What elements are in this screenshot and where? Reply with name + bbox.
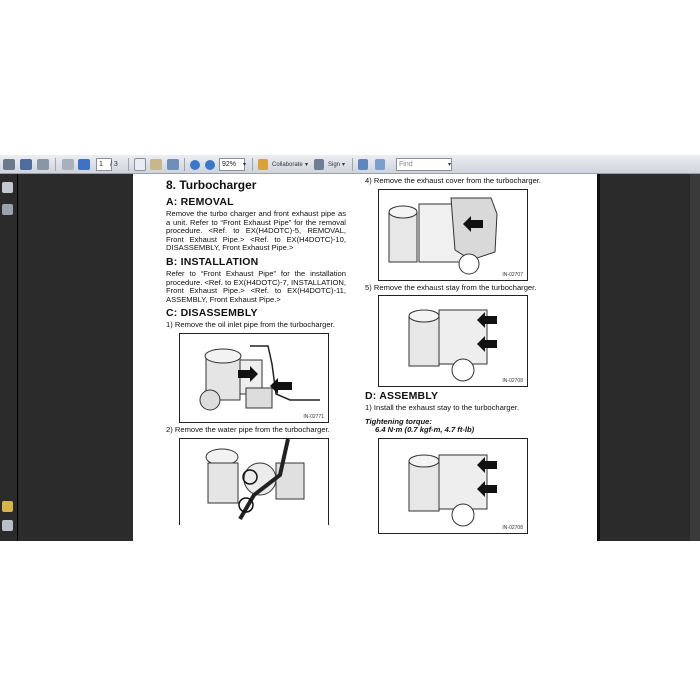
vertical-scrollbar[interactable] [690, 174, 700, 541]
toolbar-separator [55, 158, 56, 171]
assembly-step-1: 1) Install the exhaust stay to the turbocharger. [365, 403, 520, 413]
zoom-dropdown-chevron-icon[interactable]: ▾ [243, 162, 247, 168]
exhaust-stay-figure [378, 295, 528, 387]
toolbar-separator [128, 158, 129, 171]
comments-icon[interactable] [2, 501, 13, 512]
collaborate-button[interactable]: Collaborate [272, 161, 303, 168]
page-number-input[interactable]: 1 [96, 158, 112, 171]
page-total-label: / 3 [110, 161, 118, 168]
find-input[interactable]: Find [396, 158, 452, 171]
disassembly-step-2: 2) Remove the water pipe from the turbocharger. [166, 424, 330, 434]
pages-thumbnail-icon[interactable] [2, 182, 13, 193]
bookmarks-icon[interactable] [2, 204, 13, 215]
left-column [166, 176, 346, 528]
figure-label: IN-02707 [502, 271, 523, 278]
removal-heading: A: REMOVAL [166, 196, 234, 208]
fit-width-icon[interactable] [375, 158, 385, 171]
exhaust-cover-figure [378, 189, 528, 281]
disassembly-heading: C: DISASSEMBLY [166, 307, 258, 320]
installation-heading: B: INSTALLATION [166, 255, 259, 268]
next-page-icon[interactable] [78, 158, 90, 171]
toolbar-separator [352, 158, 353, 171]
turbocharger-drawing [180, 439, 328, 525]
document-canvas[interactable] [18, 174, 700, 541]
zoom-level-input[interactable]: 92% [219, 158, 245, 171]
disassembly-step-1: 1) Remove the oil inlet pipe from the turbocharger. [166, 320, 335, 330]
turbocharger-drawing [180, 334, 328, 422]
zoom-out-icon[interactable] [190, 158, 200, 171]
disassembly-step-5: 5) Remove the exhaust stay from the turbocharger. [365, 282, 537, 292]
figure-label: IN-02771 [303, 413, 324, 420]
save-icon[interactable] [20, 158, 32, 171]
select-cursor-icon[interactable] [134, 158, 146, 171]
hand-tool-icon[interactable] [150, 158, 162, 171]
sign-button[interactable]: Sign [328, 161, 341, 168]
collaborate-chevron-icon[interactable]: ▾ [305, 162, 309, 168]
section-title: 8. Turbocharger [166, 178, 257, 192]
fit-page-icon[interactable] [358, 158, 368, 171]
navigation-panel [0, 174, 18, 541]
figure-label: IN-02708 [502, 378, 523, 385]
turbocharger-drawing [379, 296, 527, 386]
print-icon[interactable] [3, 158, 15, 171]
turbocharger-drawing [379, 190, 527, 280]
right-column [365, 177, 559, 537]
sign-pen-icon[interactable] [314, 158, 324, 171]
removal-text: Remove the turbo charger and front exhaust pipe as a unit. Refer to “Front Exhaust Pipe” for the removal procedure. <Ref. to EX(H4DOTC)-5, REMOVAL, Front Exhaust Pipe.> <Ref. to EX(H4DOTC)-10, DISASSEMBLY, Front Exhaust Pipe.> [166, 209, 346, 253]
previous-page-icon[interactable] [62, 158, 74, 171]
installation-text: Refer to “Front Exhaust Pipe” for the installation procedure. <Ref. to EX(H4DOTC)-7, INSTALLATION, Front Exhaust Pipe.> <Ref. to EX(H4DOTC)-11, ASSEMBLY, Front Exhaust Pipe.> [166, 268, 346, 304]
email-icon[interactable] [37, 158, 49, 171]
sign-chevron-icon[interactable]: ▾ [342, 162, 346, 168]
main-toolbar [0, 155, 700, 174]
pdf-viewer-window [0, 155, 700, 541]
disassembly-step-4: 4) Remove the exhaust cover from the turbocharger. [365, 176, 542, 185]
page-shadow [597, 174, 600, 541]
find-chevron-icon[interactable]: ▾ [448, 162, 452, 168]
torque-value: 6.4 N·m (0.7 kgf-m, 4.7 ft-lb) [375, 425, 475, 435]
torque-label: Tightening torque: [365, 416, 432, 426]
toolbar-separator [252, 158, 253, 171]
marquee-zoom-icon[interactable] [167, 158, 179, 171]
turbocharger-drawing [379, 439, 527, 533]
figure-label: IN-02708 [502, 524, 523, 531]
oil-inlet-pipe-figure [179, 333, 329, 423]
assembly-stay-figure [378, 438, 528, 534]
zoom-in-icon[interactable] [205, 158, 215, 171]
document-page [133, 174, 597, 541]
water-pipe-figure [179, 438, 329, 525]
toolbar-separator [184, 158, 185, 171]
assembly-heading: D: ASSEMBLY [365, 390, 439, 403]
attachments-icon[interactable] [2, 520, 13, 531]
collaborate-icon[interactable] [258, 158, 268, 171]
